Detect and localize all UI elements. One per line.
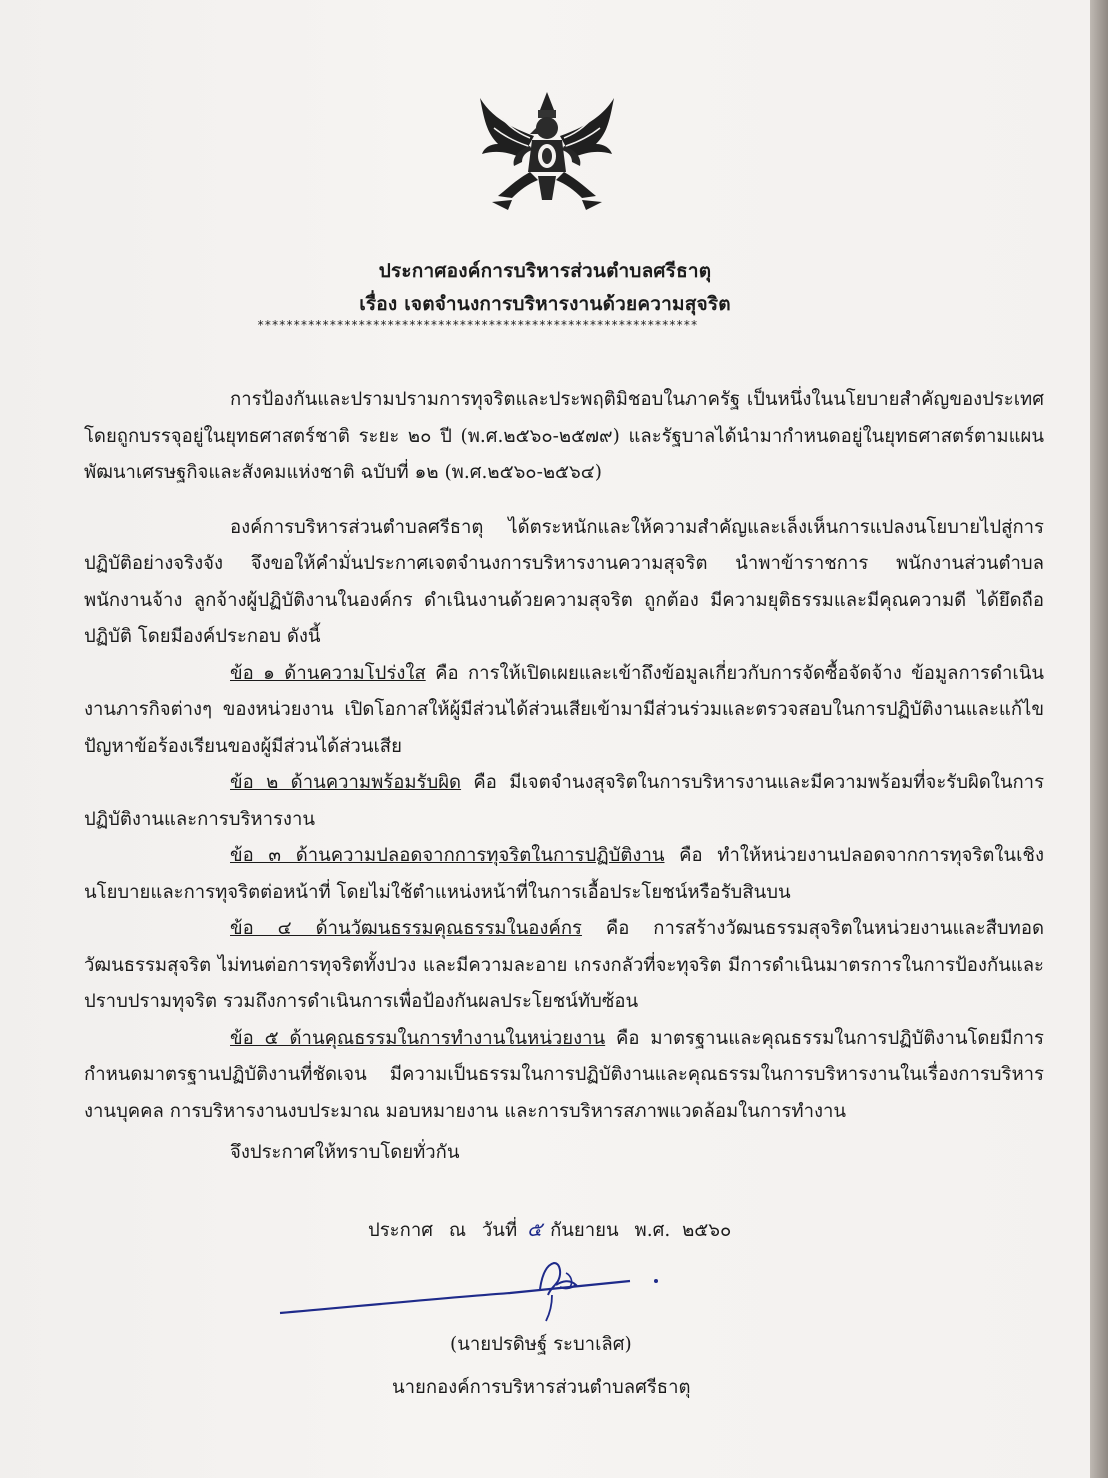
clause-2-heading: ข้อ ๒ ด้านความพร้อมรับผิด <box>230 772 462 793</box>
date-day-handwritten: ๕ <box>527 1217 543 1241</box>
clause-2 <box>84 765 1044 838</box>
clause-1-heading: ข้อ ๑ ด้านความโปร่งใส <box>230 662 426 684</box>
announcement-date <box>368 1213 741 1245</box>
clause-4-text: คือ การสร้างวัฒนธรรมสุจริตในหน่วยงานและสืบทอดวัฒนธรรมสุจริต ไม่ทนต่อการทุจริตทั้งปวง และมีความละอาย เกรงกลัวที่จะทุจริต มีการดำเนินมาตรการในการป้องกันและปราบปรามทุจริต รวมถึงการดำเนินการเพื่อป้องกันผลประโยชน์ทับซ้อน <box>84 918 1044 1012</box>
clause-5-text: คือ มาตรฐานและคุณธรรมในการปฏิบัติงานโดยมีการกำหนดมาตรฐานปฏิบัติงานที่ชัดเจน มีความเป็นธรรมในการปฏิบัติงานและคุณธรรมในการบริหารงานในเรื่องการบริหารงานบุคคล การบริหารงานงบประมาณ มอบหมายงาน และการบริหารสภาพแวดล้อมในการทำงาน <box>84 1027 1044 1122</box>
announcement-title: ประกาศองค์การบริหารส่วนตำบลศรีธาตุ <box>378 260 712 282</box>
clause-1-text: คือ การให้เปิดเผยและเข้าถึงข้อมูลเกี่ยวกับการจัดซื้อจัดจ้าง ข้อมูลการดำเนินงานภารกิจต่างๆ ของหน่วยงาน เปิดโอกาสให้ผู้มีส่วนได้ส่วนเสียเข้ามามีส่วนร่วมและตรวจสอบในการปฏิบัติงานและแก้ไขปัญหาข้อร้องเรียนของผู้มีส่วนได้ส่วนเสีย <box>84 662 1044 757</box>
date-prefix: ประกาศ <box>368 1220 433 1241</box>
clause-3-text: คือ ทำให้หน่วยงานปลอดจากการทุจริตในเชิงนโยบายและการทุจริตต่อหน้าที่ โดยไม่ใช้ตำแหน่งหน้าที่ในการเอื้อประโยชน์หรือรับสินบน <box>84 845 1044 903</box>
paragraph-commitment: องค์การบริหารส่วนตำบลศรีธาตุ ได้ตระหนักและให้ความสำคัญและเล็งเห็นการแปลงนโยบายไปสู่การปฏิบัติอย่างจริงจัง จึงขอให้คำมั่นประกาศเจตจำนงการบริหารงานความสุจริต นำพาข้าราชการ พนักงานส่วนตำบล พนักงานจ้าง ลูกจ้างผู้ปฏิบัติงานในองค์กร ดำเนินงานด้วยความสุจริต ถูกต้อง มีความยุติธรรมและมีคุณความดี ได้ยึดถือปฏิบัติ โดยมีองค์ประกอบ ดังนี้ <box>84 516 1044 647</box>
date-era: พ.ศ. <box>634 1220 671 1241</box>
signatory-name: (นายปรดิษฐ์ ระบาเลิศ) <box>450 1334 632 1355</box>
clause-1 <box>84 656 1044 766</box>
clause-4-heading: ข้อ ๔ ด้านวัฒนธรรมคุณธรรมในองค์กร <box>230 918 582 939</box>
date-month: กันยายน <box>550 1220 619 1241</box>
date-day-label: วันที่ <box>481 1220 518 1241</box>
separator-line: ************************************************************* <box>257 318 698 332</box>
date-at: ณ <box>448 1220 467 1241</box>
clause-5-heading: ข้อ ๕ ด้านคุณธรรมในการทำงานในหน่วยงาน <box>230 1027 606 1049</box>
document-body <box>84 382 1044 1130</box>
paragraph-policy: การป้องกันและปรามปรามการทุจริตและประพฤติมิชอบในภาครัฐ เป็นหนึ่งในนโยบายสำคัญของประเทศ โดยถูกบรรจุอยู่ในยุทธศาสตร์ชาติ ระยะ ๒๐ ปี (พ.ศ.๒๕๖๐-๒๕๗๙) และรัฐบาลได้นำมากำหนดอยู่ในยุทธศาสตร์ตามแผนพัฒนาเศรษฐกิจและสังคมแห่งชาติ ฉบับที่ ๑๒ (พ.ศ.๒๕๖๐-๒๕๖๔) <box>84 389 1044 483</box>
announcement-subject: เรื่อง เจตจำนงการบริหารงานด้วยความสุจริต <box>359 293 731 315</box>
date-year: ๒๕๖๐ <box>682 1220 732 1241</box>
handwritten-signature <box>270 1255 690 1325</box>
closing-statement: จึงประกาศให้ทราบโดยทั่วกัน <box>230 1142 460 1163</box>
clause-3 <box>84 838 1044 911</box>
clause-3-heading: ข้อ ๓ ด้านความปลอดจากการทุจริตในการปฏิบัติงาน <box>230 845 665 866</box>
clause-5 <box>84 1021 1044 1131</box>
page-edge <box>1090 0 1108 1478</box>
clause-2-text: คือ มีเจตจำนงสุจริตในการบริหารงานและมีความพร้อมที่จะรับผิดในการปฏิบัติงานและการบริหารงาน <box>84 772 1044 830</box>
clause-4 <box>84 911 1044 1021</box>
garuda-emblem-icon <box>472 88 622 214</box>
signatory-title: นายกองค์การบริหารส่วนตำบลศรีธาตุ <box>392 1377 691 1398</box>
